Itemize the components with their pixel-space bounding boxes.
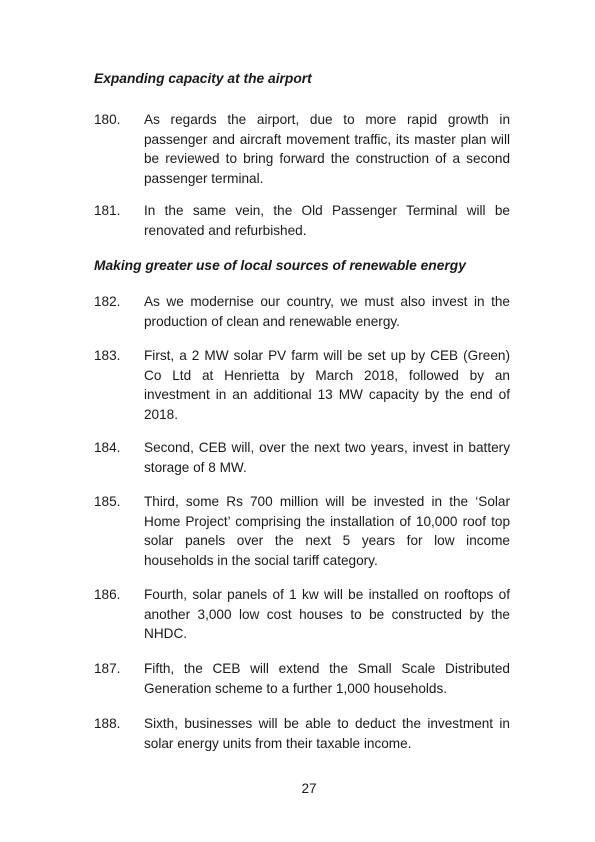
paragraph-text: As we modernise our country, we must also invest in the production of clean and renewable energy. xyxy=(144,294,510,329)
paragraph-number: 186. xyxy=(94,587,121,602)
paragraph-number: 184. xyxy=(94,440,121,455)
paragraph-text: First, a 2 MW solar PV farm will be set up by CEB (Green) Co Ltd at Henrietta by March 2018, followed by an investment in an additional 13 MW capacity by the end of 2018. xyxy=(144,348,510,422)
paragraph-number: 188. xyxy=(94,716,121,731)
section-heading-renewable-energy: Making greater use of local sources of renewable energy xyxy=(94,258,466,273)
paragraph-number: 181. xyxy=(94,203,121,218)
paragraph-number: 187. xyxy=(94,661,121,676)
page-number: 27 xyxy=(301,781,317,796)
paragraph-text: Second, CEB will, over the next two years, invest in battery storage of 8 MW. xyxy=(144,440,510,475)
paragraph-number: 182. xyxy=(94,294,121,309)
paragraph-number: 183. xyxy=(94,348,121,363)
paragraph-number: 185. xyxy=(94,494,121,509)
paragraph-text: Fifth, the CEB will extend the Small Scale Distributed Generation scheme to a further 1,000 households. xyxy=(144,661,510,696)
section-heading-airport: Expanding capacity at the airport xyxy=(94,71,312,86)
paragraph-text: In the same vein, the Old Passenger Terminal will be renovated and refurbished. xyxy=(144,203,510,238)
paragraph-text: As regards the airport, due to more rapid growth in passenger and aircraft movement traffic, its master plan will be reviewed to bring forward the construction of a second passenger terminal. xyxy=(144,112,510,186)
paragraph-text: Third, some Rs 700 million will be invested in the ‘Solar Home Project’ comprising the installation of 10,000 roof top solar panels over the next 5 years for low income households in the social tariff category. xyxy=(144,494,510,568)
paragraph-text: Sixth, businesses will be able to deduct the investment in solar energy units from their taxable income. xyxy=(144,716,510,751)
paragraph-number: 180. xyxy=(94,112,121,127)
paragraph-text: Fourth, solar panels of 1 kw will be installed on rooftops of another 3,000 low cost houses to be constructed by the NHDC. xyxy=(144,587,510,642)
